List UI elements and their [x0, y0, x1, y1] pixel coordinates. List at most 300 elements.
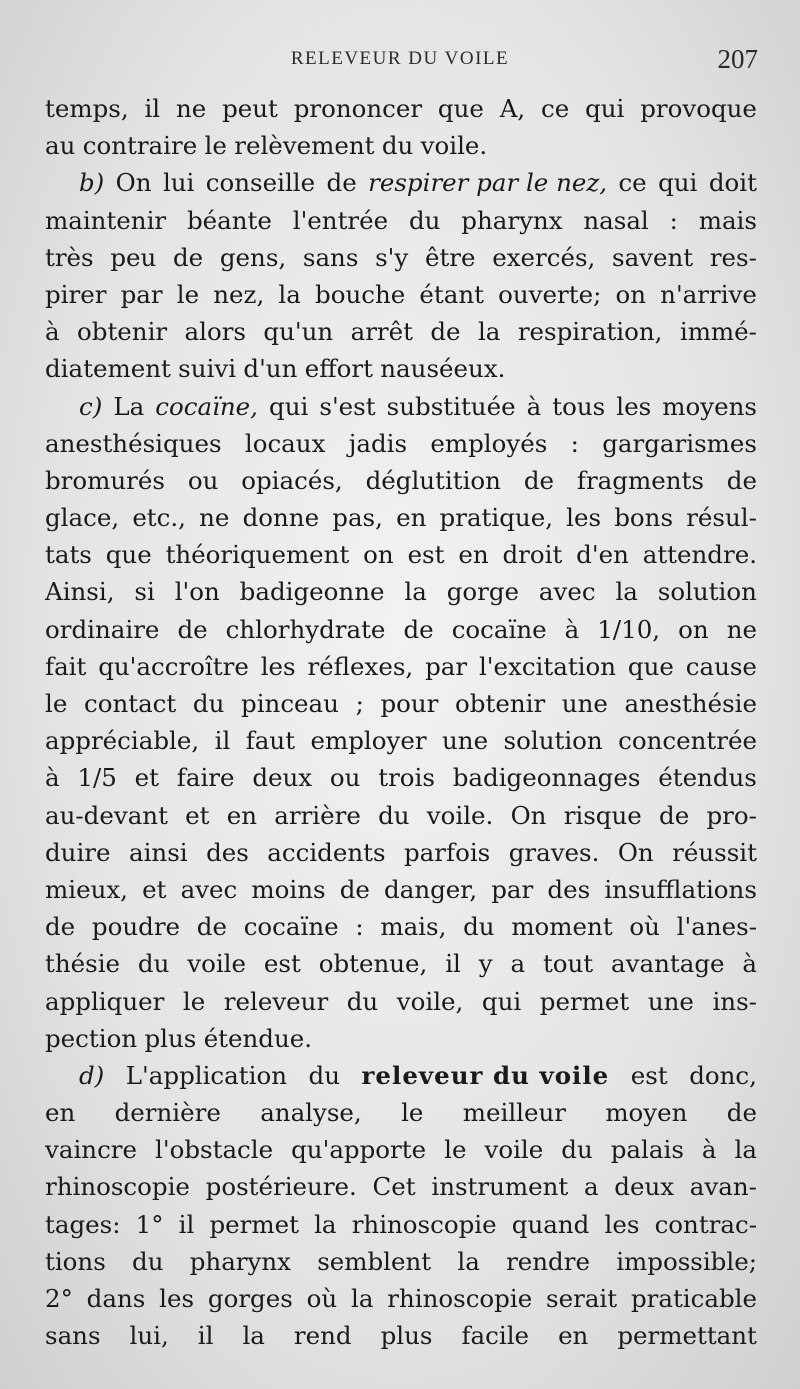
- word: anesthésie: [624, 689, 757, 718]
- word: il: [178, 1209, 195, 1239]
- word: chlorhydrate: [225, 614, 386, 644]
- word: y: [478, 949, 493, 979]
- word: où: [306, 1284, 338, 1313]
- word: A,: [499, 94, 526, 123]
- word: tous: [552, 391, 606, 421]
- word: par: [425, 651, 468, 681]
- word: rend: [293, 1321, 352, 1351]
- word: prononcer: [293, 94, 423, 123]
- word: que: [437, 94, 484, 123]
- word: avantage: [611, 949, 725, 979]
- word: a: [510, 949, 526, 979]
- word: les: [566, 503, 602, 533]
- word: Ainsi,: [45, 577, 115, 607]
- word: :: [669, 205, 678, 235]
- word: res-: [709, 242, 757, 272]
- text-line: [45, 1094, 757, 1131]
- word: étendue.: [203, 1023, 313, 1053]
- text-line: [45, 1280, 757, 1317]
- word: temps,: [45, 94, 129, 123]
- word: les: [604, 1209, 640, 1239]
- word: nauséeux.: [380, 354, 506, 384]
- word: deux: [252, 763, 313, 793]
- word: à: [701, 1135, 717, 1165]
- word: du: [192, 689, 225, 718]
- word: du: [561, 1135, 593, 1165]
- word: l'on: [174, 577, 220, 607]
- word: ne: [175, 94, 207, 123]
- word: plus: [380, 1321, 433, 1351]
- word: la: [734, 1135, 757, 1165]
- word: le: [444, 1135, 467, 1165]
- word: à: [742, 949, 757, 979]
- word: savent: [612, 242, 694, 272]
- text-line: [45, 1168, 757, 1205]
- word: ouverte;: [498, 279, 602, 309]
- text-line: [45, 239, 757, 276]
- word: nasal: [583, 205, 649, 235]
- text-line: [45, 1243, 757, 1280]
- word: mais,: [380, 912, 447, 942]
- text-line: [45, 388, 757, 425]
- word: ne: [199, 503, 230, 533]
- word: :: [570, 428, 579, 458]
- word: peut: [222, 94, 278, 123]
- word: 1°: [135, 1209, 164, 1239]
- text-line: [45, 462, 757, 499]
- word: obtenir: [77, 317, 168, 347]
- word: que: [105, 540, 152, 570]
- word: 1/10,: [597, 614, 661, 644]
- word: mais: [698, 205, 757, 235]
- text-line: [45, 536, 757, 573]
- word: il: [445, 949, 461, 979]
- word: est: [407, 540, 445, 570]
- text-line: [45, 908, 757, 945]
- word: le: [204, 131, 227, 161]
- word: pharynx: [461, 205, 563, 235]
- word: qu'apporte: [291, 1135, 427, 1165]
- word: alors: [184, 317, 247, 347]
- word: qui: [269, 391, 309, 421]
- text-line: [45, 425, 757, 462]
- running-head: RELEVEUR DU VOILE: [290, 48, 510, 69]
- word: gens,: [219, 242, 287, 272]
- word: dans: [86, 1284, 146, 1313]
- word: réflexes,: [307, 651, 414, 681]
- page-number: 207: [717, 44, 758, 74]
- word: moyen: [605, 1098, 688, 1128]
- word: on: [615, 279, 647, 309]
- word: des: [206, 837, 249, 867]
- word: est: [630, 1060, 668, 1090]
- word: provoque: [640, 94, 757, 123]
- word: en: [45, 1098, 76, 1128]
- word: parfois: [404, 837, 491, 867]
- word: ne: [726, 614, 757, 644]
- text-line: [45, 313, 757, 350]
- word: rhinoscopie: [387, 1284, 533, 1313]
- word: et: [142, 874, 167, 904]
- word: palais: [610, 1135, 684, 1165]
- word: mieux,: [45, 874, 128, 904]
- word: instrument: [431, 1172, 569, 1202]
- word: en: [458, 540, 489, 570]
- word: en: [226, 800, 258, 830]
- word: lui,: [129, 1321, 169, 1351]
- word: vaincre: [45, 1135, 137, 1165]
- word: Cet: [372, 1172, 416, 1202]
- word: appréciable,: [45, 726, 200, 756]
- word: pection: [45, 1023, 138, 1053]
- word: permet: [539, 986, 630, 1016]
- word: suivi: [178, 354, 237, 384]
- word: rhinoscopie: [351, 1209, 497, 1239]
- word: qu'un: [263, 317, 334, 347]
- word: cocaïne: [451, 614, 547, 644]
- word: les: [616, 391, 652, 421]
- text-line: [45, 1020, 757, 1057]
- word: danger,: [384, 874, 478, 904]
- word: semblent: [317, 1246, 432, 1276]
- word: l'anes-: [676, 912, 757, 942]
- word: lui: [162, 168, 195, 198]
- word: rendre: [506, 1246, 590, 1276]
- word: solution: [503, 726, 603, 756]
- word: la: [314, 1209, 337, 1239]
- word: On: [617, 837, 654, 867]
- word: d): [79, 1060, 105, 1090]
- word: c): [79, 391, 103, 421]
- text-line: [45, 611, 757, 648]
- word: bromurés: [45, 465, 165, 495]
- word: de: [196, 912, 227, 942]
- word: à: [45, 763, 60, 793]
- word: qu'accroître: [98, 651, 249, 681]
- word: voile: [187, 949, 247, 979]
- word: l'obstacle: [155, 1135, 274, 1165]
- word: on: [678, 614, 709, 644]
- word: de: [177, 614, 208, 644]
- word: le: [182, 986, 206, 1016]
- text-line: [45, 759, 757, 796]
- word: ;: [355, 689, 364, 718]
- word: de: [430, 317, 461, 347]
- word: très: [45, 242, 94, 272]
- word: de: [326, 168, 357, 198]
- word: tats: [45, 540, 92, 570]
- word: voile.: [426, 800, 494, 830]
- word: pratique,: [439, 503, 553, 533]
- word: doit: [708, 168, 757, 198]
- word: de: [726, 465, 757, 495]
- word: thésie: [45, 949, 121, 979]
- word: tages:: [45, 1209, 121, 1239]
- word: par: [120, 279, 163, 309]
- word: releveur: [223, 986, 329, 1016]
- word: cocaïne,: [155, 391, 258, 421]
- text-line: [45, 350, 757, 387]
- text-line: [45, 573, 757, 610]
- word: de: [726, 1098, 757, 1128]
- word: les: [260, 651, 296, 681]
- text-line: [45, 983, 757, 1020]
- word: donne: [242, 503, 320, 533]
- word: la: [278, 279, 301, 309]
- word: du: [346, 986, 379, 1016]
- word: arrêt: [350, 317, 413, 347]
- word: des: [547, 874, 591, 904]
- word: où: [629, 912, 660, 942]
- word: bouche: [315, 279, 406, 309]
- word: s'y: [375, 242, 409, 272]
- word: les: [159, 1284, 195, 1313]
- word: On: [510, 800, 547, 830]
- word: contraire: [82, 131, 198, 161]
- text-line: [45, 834, 757, 871]
- text-line: [45, 1206, 757, 1243]
- word: exercés,: [492, 242, 596, 272]
- word: contrac-: [654, 1209, 757, 1239]
- word: et: [185, 800, 210, 830]
- word: ordinaire: [45, 614, 160, 644]
- word: déglutition: [365, 465, 501, 495]
- text-line: [45, 722, 757, 759]
- word: à: [45, 317, 60, 347]
- word: La: [113, 391, 145, 421]
- word: une: [561, 689, 608, 718]
- word: du: [381, 131, 414, 161]
- word: employés: [430, 428, 548, 458]
- word: postérieure.: [205, 1172, 357, 1202]
- word: la: [477, 317, 501, 347]
- word: badigeonnages: [452, 763, 641, 793]
- word: sans: [45, 1321, 101, 1351]
- word: n'arrive: [660, 279, 757, 309]
- word: a: [583, 1172, 599, 1202]
- word: la: [351, 1284, 374, 1313]
- word: contact: [83, 689, 177, 718]
- text-line: [45, 202, 757, 239]
- word: locaux: [244, 428, 326, 458]
- word: du: [408, 205, 441, 235]
- word: moins: [251, 874, 326, 904]
- word: impossible;: [616, 1246, 757, 1276]
- word: du: [378, 800, 410, 830]
- text-line: [45, 1317, 757, 1354]
- word: ce: [541, 94, 570, 123]
- text-line: [45, 276, 757, 313]
- word: pas,: [332, 503, 383, 533]
- word: ce: [618, 168, 647, 198]
- word: à: [526, 391, 542, 421]
- word: de: [403, 614, 434, 644]
- word: quand: [511, 1209, 590, 1239]
- word: voile,: [396, 986, 464, 1016]
- word: permettant: [617, 1321, 757, 1351]
- word: respirer par le nez,: [368, 168, 608, 198]
- word: d'un: [243, 354, 298, 384]
- word: analyse,: [260, 1098, 362, 1128]
- word: béante: [186, 205, 272, 235]
- word: donc,: [689, 1060, 757, 1090]
- text-line: [45, 685, 757, 722]
- word: fait: [45, 651, 87, 681]
- text-line: [45, 648, 757, 685]
- word: :: [355, 912, 364, 942]
- word: bons: [614, 503, 674, 533]
- word: 1/5: [77, 763, 117, 793]
- word: si: [134, 577, 155, 607]
- word: L'application: [125, 1060, 287, 1090]
- word: diatement: [45, 354, 171, 384]
- word: meilleur: [462, 1098, 566, 1128]
- word: praticable: [630, 1284, 757, 1313]
- text-line: [45, 499, 757, 536]
- word: trois: [378, 763, 435, 793]
- word: il: [197, 1321, 214, 1351]
- body-text: [45, 90, 757, 1354]
- word: moyens: [662, 391, 757, 421]
- word: tout: [542, 949, 594, 979]
- word: gorges: [207, 1284, 293, 1313]
- word: b): [79, 168, 105, 198]
- word: serait: [546, 1284, 618, 1313]
- word: duire: [45, 837, 111, 867]
- word: obtenir: [455, 689, 546, 718]
- word: de: [523, 465, 555, 495]
- word: moment: [511, 912, 613, 942]
- word: obtenue,: [318, 949, 428, 979]
- word: en: [558, 1321, 589, 1351]
- word: qui: [585, 94, 625, 123]
- word: pinceau: [241, 689, 339, 718]
- word: la: [404, 577, 427, 607]
- word: sans: [302, 242, 359, 272]
- word: etc.,: [132, 503, 186, 533]
- word: relèvement: [234, 131, 375, 161]
- word: effort: [304, 354, 373, 384]
- word: tions: [45, 1246, 106, 1276]
- word: qui: [481, 986, 522, 1016]
- text-line: [45, 871, 757, 908]
- word: étendus: [658, 763, 757, 793]
- word: conseille: [205, 168, 316, 198]
- word: dernière: [114, 1098, 221, 1128]
- word: employer: [310, 726, 427, 756]
- text-line: [45, 797, 757, 834]
- word: concentrée: [618, 726, 757, 756]
- word: pour: [380, 689, 439, 718]
- word: plus: [144, 1023, 197, 1053]
- word: on: [363, 540, 394, 570]
- word: attendre.: [642, 540, 757, 570]
- word: appliquer: [45, 986, 165, 1016]
- word: cocaïne: [243, 912, 339, 942]
- word: opiacés,: [241, 465, 343, 495]
- word: du: [463, 912, 495, 942]
- word: le: [176, 279, 200, 309]
- word: nez,: [213, 279, 265, 309]
- word: deux: [614, 1172, 675, 1202]
- text-line: [45, 90, 757, 127]
- word: l'excitation: [478, 651, 617, 681]
- word: arrière: [274, 800, 361, 830]
- word: badigeonne: [239, 577, 385, 607]
- word: accidents: [267, 837, 386, 867]
- word: la: [242, 1321, 265, 1351]
- word: et: [134, 763, 159, 793]
- word: pro-: [706, 800, 757, 830]
- word: voile.: [420, 131, 488, 161]
- word: théoriquement: [165, 540, 350, 570]
- word: il: [214, 726, 231, 756]
- word: faut: [245, 726, 296, 756]
- word: réussit: [672, 837, 757, 867]
- text-line: [45, 945, 757, 982]
- word: rhinoscopie: [45, 1172, 190, 1202]
- word: faire: [176, 763, 235, 793]
- word: releveur du voile: [361, 1060, 610, 1090]
- word: de: [172, 242, 204, 272]
- word: facile: [461, 1321, 530, 1351]
- word: ou: [329, 763, 361, 793]
- word: s'est: [319, 391, 376, 421]
- word: cause: [685, 651, 757, 681]
- page-header: [0, 44, 800, 80]
- word: est: [263, 949, 301, 979]
- text-line: [45, 127, 757, 164]
- word: du: [137, 949, 170, 979]
- word: poudre: [91, 912, 181, 942]
- word: droit: [502, 540, 563, 570]
- word: à: [564, 614, 580, 644]
- word: qui: [658, 168, 698, 198]
- word: pharynx: [189, 1246, 291, 1276]
- word: de: [45, 912, 76, 942]
- word: de: [659, 800, 690, 830]
- word: en: [396, 503, 427, 533]
- word: de: [339, 874, 370, 904]
- word: l'entrée: [292, 205, 389, 235]
- word: il: [144, 94, 161, 123]
- word: 2°: [45, 1284, 73, 1313]
- word: par: [491, 874, 534, 904]
- word: gargarismes: [602, 428, 757, 458]
- word: avec: [538, 577, 596, 607]
- word: risque: [563, 800, 642, 830]
- word: que: [627, 651, 674, 681]
- word: respiration,: [517, 317, 663, 347]
- word: substituée: [386, 391, 516, 421]
- word: insufflations: [604, 874, 757, 904]
- word: la: [615, 577, 638, 607]
- word: une: [647, 986, 694, 1016]
- word: permet: [209, 1209, 299, 1239]
- text-line: [45, 1131, 757, 1168]
- word: gorge: [446, 577, 520, 607]
- word: une: [442, 726, 489, 756]
- word: On: [115, 168, 152, 198]
- word: au: [45, 131, 76, 161]
- word: graves.: [508, 837, 600, 867]
- word: résul-: [686, 503, 757, 533]
- word: fragments: [576, 465, 704, 495]
- word: avan-: [689, 1172, 757, 1202]
- word: au-devant: [45, 800, 168, 830]
- word: ins-: [712, 986, 757, 1016]
- word: immé-: [679, 317, 757, 347]
